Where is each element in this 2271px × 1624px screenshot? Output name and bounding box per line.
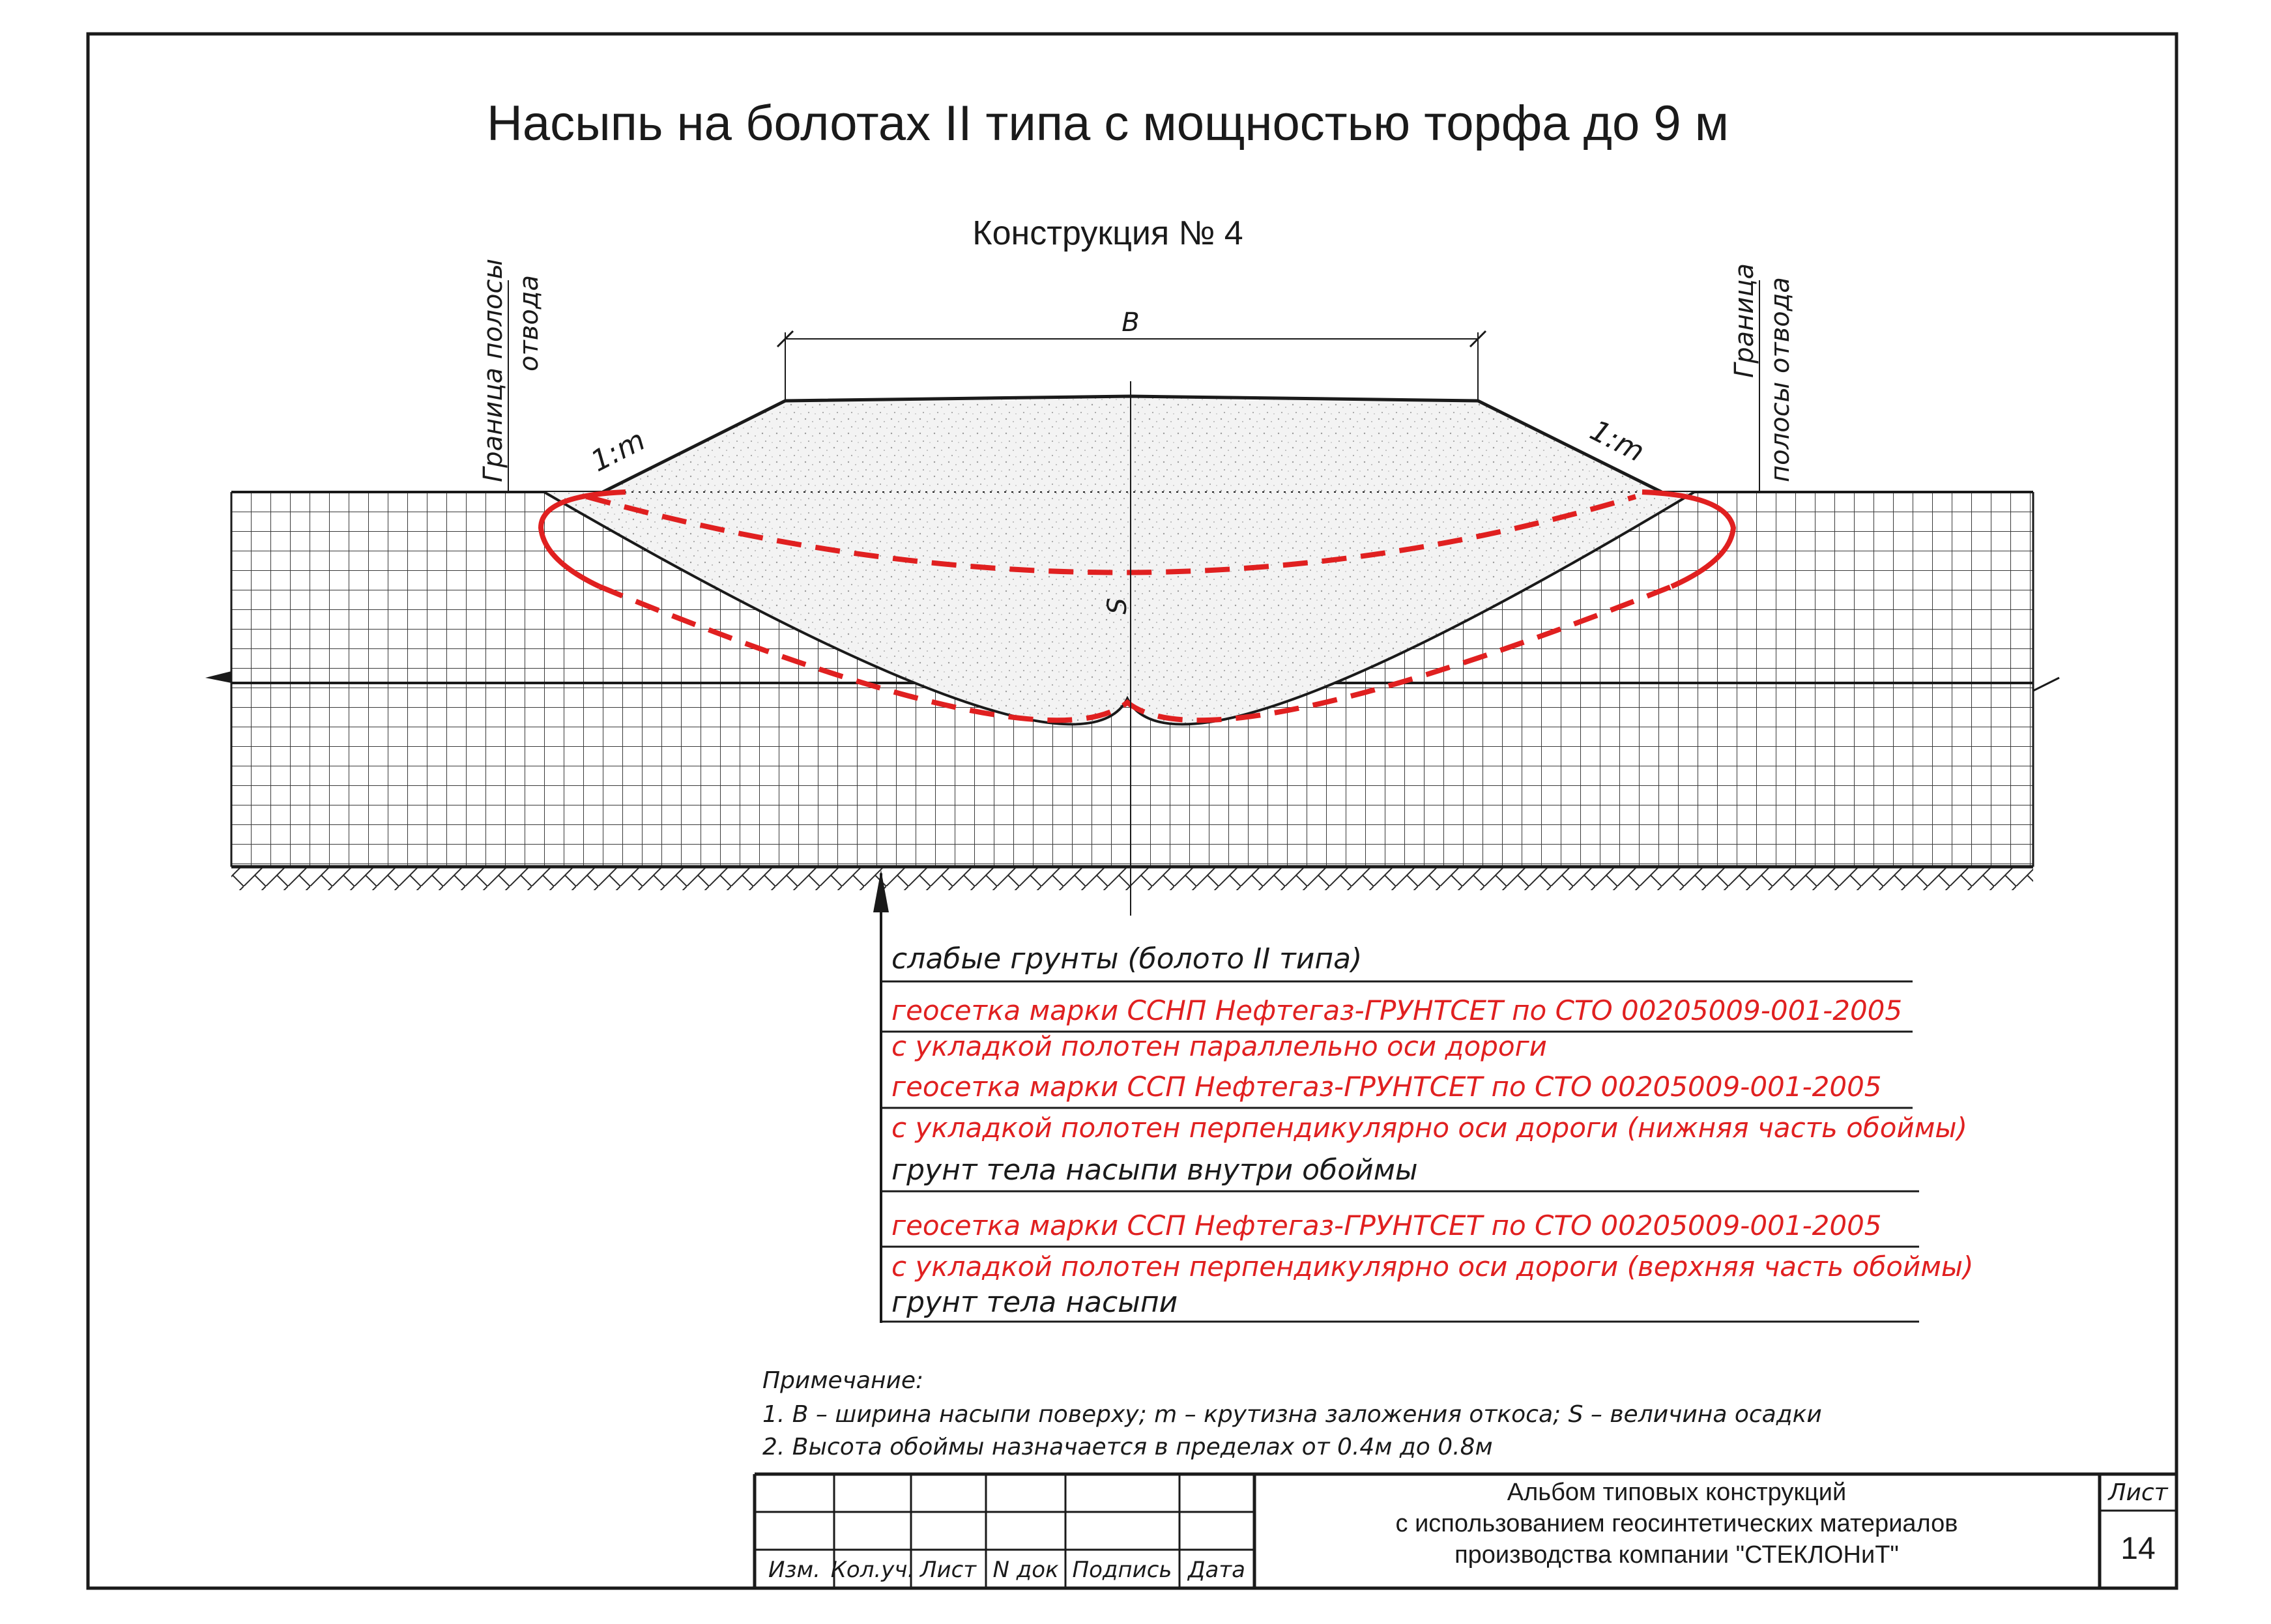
- legend-geogrid-2-note: с укладкой полотен перпендикулярно оси дороги (нижняя часть обоймы): [891, 1112, 1967, 1144]
- legend-fill-body: грунт тела насыпи: [891, 1286, 1178, 1319]
- notes-line-2: 2. Высота обоймы назначается в пределах от 0.4м до 0.8м: [762, 1434, 1493, 1460]
- slope-left-label: 1:m: [585, 423, 651, 479]
- album-line-3: производства компании "СТЕКЛОНиТ": [1454, 1541, 1899, 1569]
- boundary-left-label-2: отвода: [514, 275, 544, 371]
- dimension-b-label: B: [1121, 308, 1140, 338]
- leader-arrow: [873, 870, 889, 1323]
- stamp-col-count: Кол.уч.: [830, 1557, 915, 1583]
- page-title: Насыпь на болотах II типа с мощностью торфа до 9 м: [486, 96, 1729, 151]
- legend-weak-soil: слабые грунты (болото II типа): [891, 942, 1363, 976]
- settlement-label: S: [1103, 598, 1133, 615]
- stamp-col-sheet: Лист: [919, 1557, 977, 1583]
- legend-geogrid-3-note: с укладкой полотен перпендикулярно оси дороги (верхняя часть обоймы): [891, 1251, 1974, 1283]
- stamp-col-signature: Подпись: [1072, 1557, 1172, 1583]
- album-line-1: Альбом типовых конструкций: [1507, 1479, 1847, 1506]
- legend-geogrid-3: геосетка марки ССП Нефтегаз-ГРУНТСЕТ по СТО 00205009-001-2005: [891, 1210, 1882, 1241]
- legend-fill-inside: грунт тела насыпи внутри обоймы: [891, 1153, 1418, 1187]
- legend-geogrid-1-note: с укладкой полотен параллельно оси дороги: [891, 1030, 1547, 1062]
- notes-line-1: 1. B – ширина насыпи поверху; m – крутизна заложения откоса; S – величина осадки: [762, 1401, 1822, 1428]
- boundary-left-label-1: Граница полосы: [478, 258, 508, 482]
- notes-heading: Примечание:: [762, 1367, 924, 1394]
- mineral-base: [231, 867, 2033, 890]
- sheet-number: 14: [2120, 1531, 2156, 1566]
- stamp-col-doc: N док: [992, 1557, 1059, 1583]
- boundary-right-label-1: Граница: [1729, 263, 1759, 378]
- stamp-col-date: Дата: [1187, 1557, 1246, 1583]
- stamp-col-change: Изм.: [768, 1557, 820, 1583]
- boundary-right-label-2: полосы отвода: [1765, 277, 1795, 482]
- legend-geogrid-1: геосетка марки ССНП Нефтегаз-ГРУНТСЕТ по СТО 00205009-001-2005: [891, 994, 1903, 1026]
- slope-right-label: 1:m: [1584, 413, 1650, 469]
- sheet-label: Лист: [2108, 1479, 2168, 1506]
- album-line-2: с использованием геосинтетических материалов: [1395, 1510, 1958, 1537]
- construction-subtitle: Конструкция № 4: [972, 214, 1243, 252]
- legend-geogrid-2: геосетка марки ССП Нефтегаз-ГРУНТСЕТ по СТО 00205009-001-2005: [891, 1071, 1882, 1103]
- dimension-b: [777, 331, 1486, 401]
